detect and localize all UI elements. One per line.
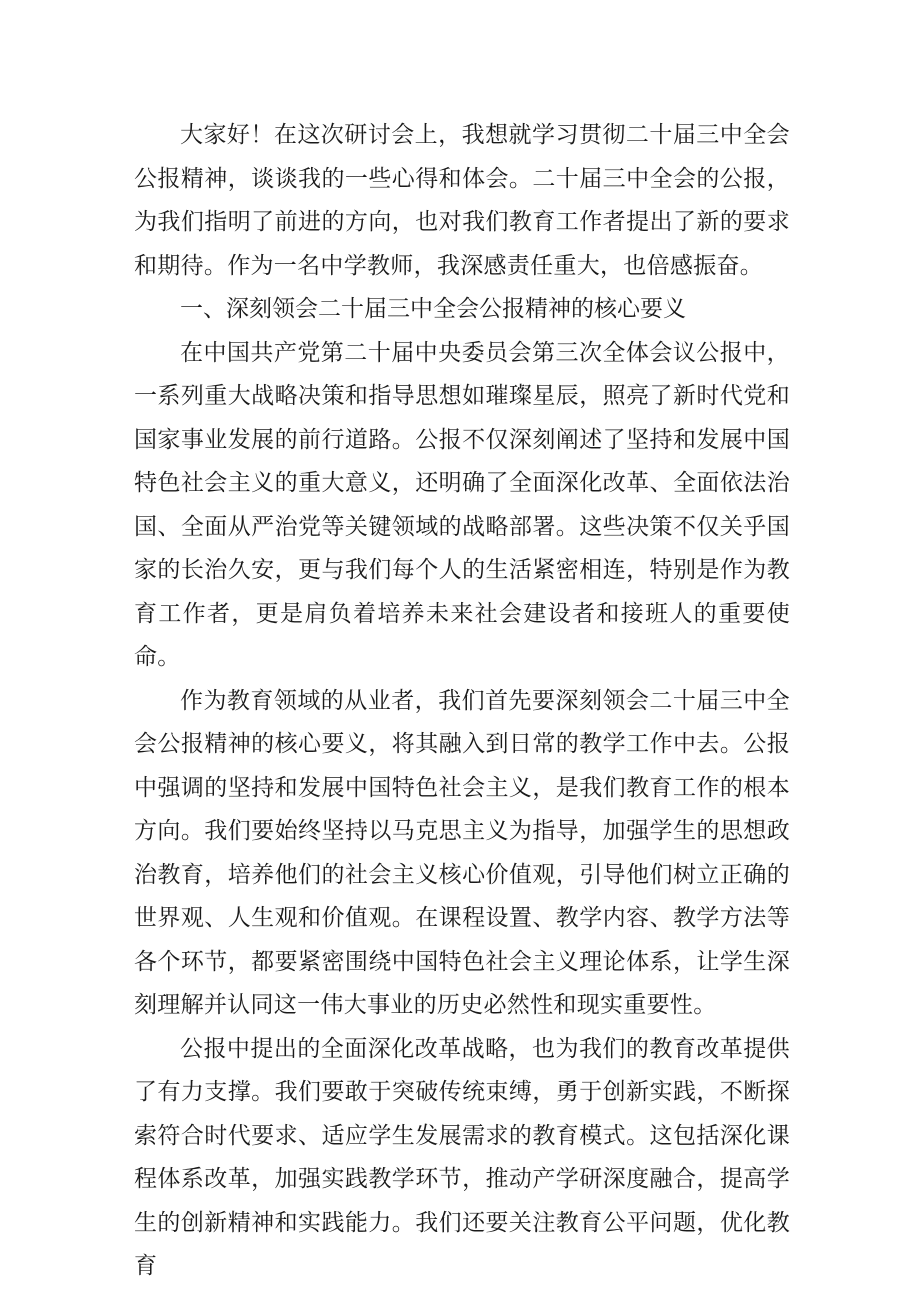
intro-paragraph: 大家好！在这次研讨会上，我想就学习贯彻二十届三中全会公报精神，谈谈我的一些心得和体会。二十届三中全会的公报，为我们指明了前进的方向，也对我们教育工作者提出了新的要求和期待。作为一名中学教师，我深感责任重大，也倍感振奋。 bbox=[134, 122, 790, 279]
body-paragraph-2: 作为教育领域的从业者，我们首先要深刻领会二十届三中全会公报精神的核心要义，将其融入到日常的教学工作中去。公报中强调的坚持和发展中国特色社会主义，是我们教育工作的根本方向。我们要始终坚持以马克思主义为指导，加强学生的思想政治教育，培养他们的社会主义核心价值观，引导他们树立正确的世界观、人生观和价值观。在课程设置、教学内容、教学方法等各个环节，都要紧密围绕中国特色社会主义理论体系，让学生深刻理解并认同这一伟大事业的历史必然性和现实重要性。 bbox=[134, 687, 790, 1018]
body-paragraph-1: 在中国共产党第二十届中央委员会第三次全体会议公报中，一系列重大战略决策和指导思想如璀璨星辰，照亮了新时代党和国家事业发展的前行道路。公报不仅深刻阐述了坚持和发展中国特色社会主义的重大意义，还明确了全面深化改革、全面依法治国、全面从严治党等关键领域的战略部署。这些决策不仅关乎国家的长治久安，更与我们每个人的生活紧密相连，特别是作为教育工作者，更是肩负着培养未来社会建设者和接班人的重要使命。 bbox=[134, 339, 790, 670]
section-heading: 一、深刻领会二十届三中全会公报精神的核心要义 bbox=[180, 296, 686, 322]
document-page bbox=[134, 114, 790, 1289]
body-paragraph-3: 公报中提出的全面深化改革战略，也为我们的教育改革提供了有力支撑。我们要敢于突破传统束缚，勇于创新实践，不断探索符合时代要求、适应学生发展需求的教育模式。这包括深化课程体系改革，加强实践教学环节，推动产学研深度融合，提高学生的创新精神和实践能力。我们还要关注教育公平问题，优化教育 bbox=[134, 1035, 790, 1279]
